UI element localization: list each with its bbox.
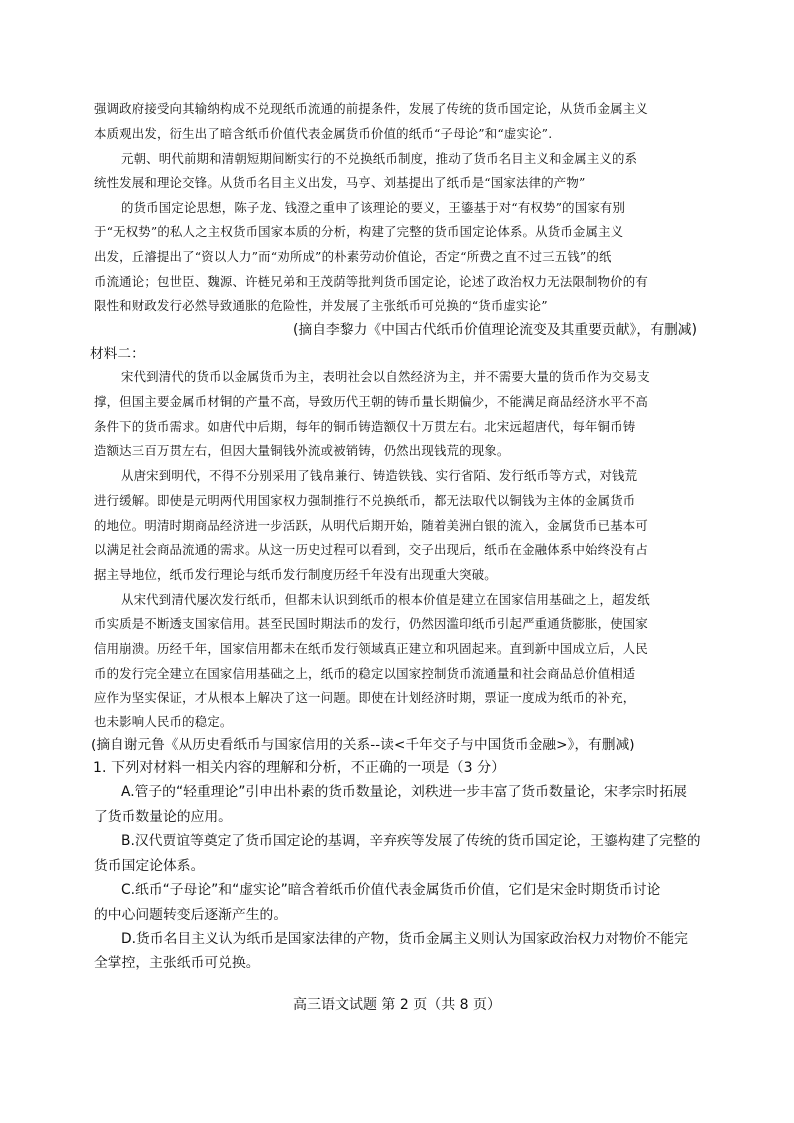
paragraph-line: 信用崩溃。历经千年，国家信用都未在纸币发行领域真正建立和巩固起来。直到新中国成立后，人民 — [94, 641, 648, 656]
paragraph-line: 于“无权势”的私人之主权货币国家本质的分析，构建了完整的货币国定论体系。从货币金属主义 — [94, 224, 624, 239]
paragraph-line: 元朝、明代前期和清朝短期间断实行的不兑换纸币制度，推动了货币名目主义和金属主义的系 — [121, 151, 638, 166]
paragraph-line: 从宋代到清代屡次发行纸币，但都未认识到纸币的根本价值是建立在国家信用基础之上，超发纸 — [121, 592, 650, 607]
paragraph-line: 限性和财政发行必然导致通胀的危险性，并发展了主张纸币可兑换的“货币虚实论” — [94, 298, 548, 313]
paragraph-line: 造额达三百万贯左右，但因大量铜钱外流或被销铸，仍然出现钱荒的现象。 — [94, 443, 510, 458]
source-citation: (摘自谢元鲁《从历史看纸币与国家信用的关系--读<千年交子与中国货币金融>》，有删减) — [91, 737, 635, 753]
paragraph-line: 的货币国定论思想，陈子龙、钱澄之重申了该理论的要义，王鎏基于对“有权势”的国家有别 — [121, 200, 626, 215]
source-citation: (摘自李黎力《中国古代纸币价值理论流变及其重要贡献》，有删减) — [293, 322, 697, 338]
paragraph-line: 出发，丘濬提出了“资以人力”而“劝所成”的朴素劳动价值论，否定“所费之直不过三五钱”的纸 — [94, 249, 612, 264]
paragraph-line: 也未影响人民币的稳定。 — [94, 714, 233, 729]
section-heading: 材料二： — [90, 346, 145, 362]
paragraph-line: 据主导地位，纸币发行理论与纸币发行制度历经千年没有出现重大突破。 — [94, 567, 497, 582]
option-b-continued: 货币国定论体系。 — [94, 858, 205, 874]
paragraph-line: 币实质是不断透支国家信用。甚至民国时期法币的发行，仍然因滥印纸币引起严重通货膨胀，使国家 — [94, 616, 648, 631]
option-d: D.货币名目主义认为纸币是国家法律的产物，货币金属主义则认为国家政治权力对物价不能完 — [121, 931, 688, 947]
paragraph-line: 币流通论；包世臣、魏源、许梿兄弟和王茂荫等批判货币国定论，论述了政治权力无法限制物价的有 — [94, 274, 648, 289]
paragraph-line: 条件下的货币需求。如唐代中后期，每年的铜币铸造额仅十万贯左右。北宋远超唐代，每年铜币铸 — [94, 419, 636, 434]
paragraph-line: 本质观出发，衍生出了暗含纸币价值代表金属货币价值的纸币“子母论”和“虚实论”. — [94, 126, 553, 141]
option-d-continued: 全掌控，主张纸币可兑换。 — [94, 955, 260, 971]
paragraph-line: 强调政府接受向其输纳构成不兑现纸币流通的前提条件，发展了传统的货币国定论，从货币金属主义 — [94, 101, 648, 116]
paragraph-line: 统性发展和理论交锋。从货币名目主义出发，马亨、刘基提出了纸币是“国家法律的产物” — [94, 175, 586, 190]
paragraph-line: 进行缓解。即使是元明两代用国家权力强制推行不兑换纸币，都无法取代以铜钱为主体的金属货币 — [94, 493, 636, 508]
option-c: C.纸币“子母论”和“虚实论”暗含着纸币价值代表金属货币价值，它们是宋金时期货币讨论 — [121, 882, 661, 898]
option-a-continued: 了货币数量论的应用。 — [94, 809, 232, 825]
paragraph-line: 币的发行完全建立在国家信用基础之上，纸币的稳定以国家控制货币流通量和社会商品总价值相适 — [94, 666, 636, 681]
page-footer: 高三语文试题 第 2 页（共 8 页） — [292, 997, 502, 1013]
paragraph-line: 应作为坚实保证，才从根本上解决了这一问题。即使在计划经济时期，票证一度成为纸币的补充， — [94, 690, 636, 705]
paragraph-line: 从唐宋到明代，不得不分别采用了钱帛兼行、铸造铁钱、实行省陌、发行纸币等方式，对钱荒 — [121, 468, 638, 483]
paragraph-line: 撑，但国主要金属币材铜的产量不高，导致历代王朝的铸币量长期偏少，不能满足商品经济水平不高 — [94, 394, 648, 409]
paragraph-line: 以满足社会商品流通的需求。从这一历史过程可以看到，交子出现后，纸币在金融体系中始终没有占 — [94, 542, 648, 557]
paragraph-line: 宋代到清代的货币以金属货币为主，表明社会以自然经济为主，并不需要大量的货币作为交易支 — [121, 369, 650, 384]
question-stem: 1. 下列对材料一相关内容的理解和分析，不正确的一项是（3 分） — [93, 760, 506, 776]
option-b: B.汉代贾谊等奠定了货币国定论的基调，辛弃疾等发展了传统的货币国定论，王鎏构建了完整的 — [121, 833, 701, 849]
option-a: A.管子的“轻重理论”引申出朴素的货币数量论，刘秩进一步丰富了货币数量论，宋孝宗时拓展 — [121, 784, 687, 800]
option-c-continued: 的中心问题转变后逐渐产生的。 — [94, 907, 288, 923]
paragraph-line: 的地位。明清时期商品经济进一步活跃，从明代后期开始，随着美洲白银的流入，金属货币已基本可 — [94, 518, 648, 533]
